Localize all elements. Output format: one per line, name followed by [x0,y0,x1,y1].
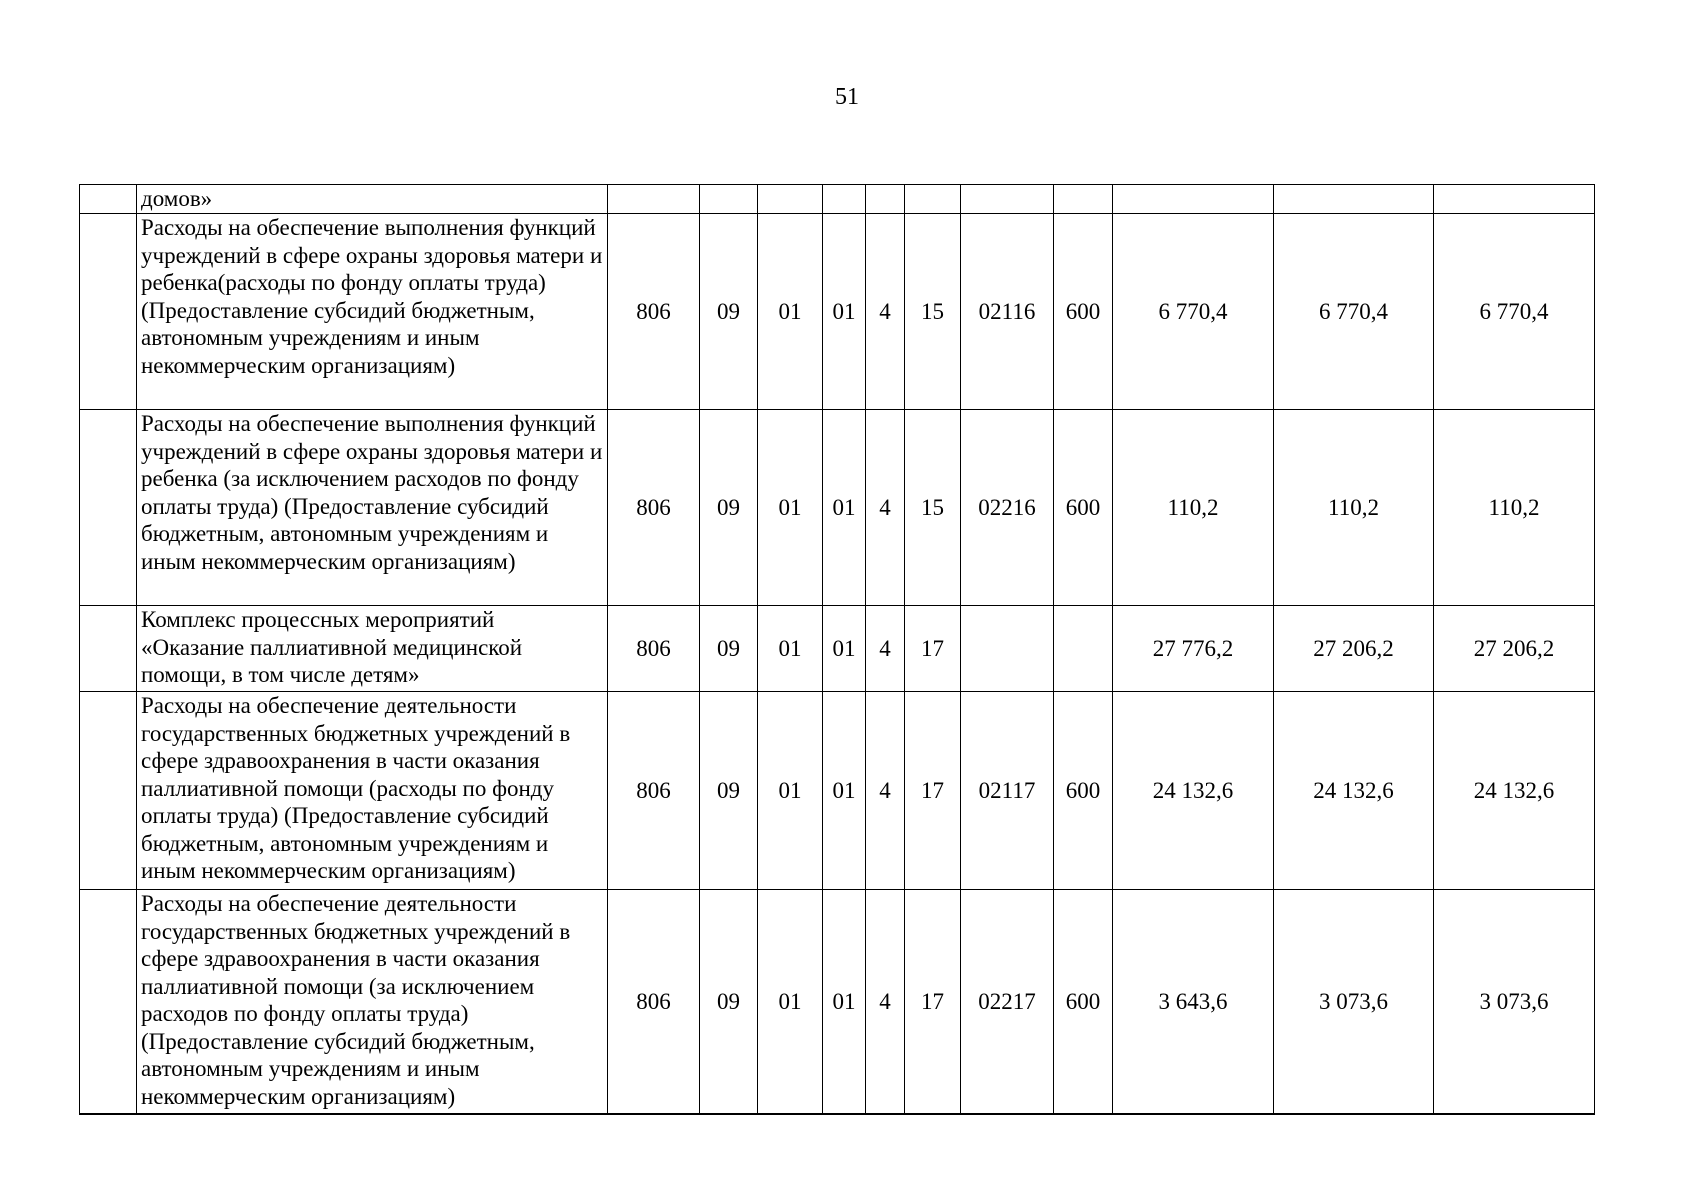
complex-code-cell: 17 [905,692,961,890]
program-type-cell: 4 [866,890,905,1114]
amount-year2-cell: 110,2 [1274,410,1434,606]
direction-code-cell: 02116 [961,214,1054,410]
complex-code-cell: 17 [905,890,961,1114]
budget-table [79,184,1595,1115]
program-code-cell: 01 [823,214,866,410]
amount-year2-cell: 3 073,6 [1274,890,1434,1114]
table-row [80,890,1595,1114]
expense-type-cell: 600 [1054,214,1113,410]
program-code-cell: 01 [823,692,866,890]
ministry-code-cell: 806 [608,214,700,410]
section-code-cell [700,185,758,214]
amount-year2-cell: 6 770,4 [1274,214,1434,410]
ministry-code-cell: 806 [608,890,700,1114]
ministry-code-cell [608,185,700,214]
amount-year3-cell [1434,185,1595,214]
program-type-cell: 4 [866,214,905,410]
program-code-cell: 01 [823,410,866,606]
amount-year3-cell: 3 073,6 [1434,890,1595,1114]
subsection-code-cell [758,185,823,214]
row-number-cell [80,410,137,606]
complex-code-cell: 15 [905,410,961,606]
amount-year3-cell: 27 206,2 [1434,606,1595,692]
subsection-code-cell: 01 [758,692,823,890]
expense-type-cell: 600 [1054,692,1113,890]
row-number-cell [80,185,137,214]
amount-year3-cell: 24 132,6 [1434,692,1595,890]
section-code-cell: 09 [700,214,758,410]
amount-year1-cell: 110,2 [1113,410,1274,606]
direction-code-cell: 02217 [961,890,1054,1114]
expense-name-cell: Комплекс процессных мероприятий «Оказание паллиативной медицинской помощи, в том числе детям» [137,606,608,692]
subsection-code-cell: 01 [758,890,823,1114]
subsection-code-cell: 01 [758,214,823,410]
program-type-cell: 4 [866,410,905,606]
program-code-cell: 01 [823,890,866,1114]
row-number-cell [80,214,137,410]
expense-name-cell: домов» [137,185,608,214]
section-code-cell: 09 [700,606,758,692]
amount-year1-cell: 3 643,6 [1113,890,1274,1114]
expense-name-cell: Расходы на обеспечение выполнения функций учреждений в сфере охраны здоровья матери и ребенка(расходы по фонду оплаты труда) (Предоставление субсидий бюджетным, автономным учреждениям и иным некоммерческим организациям) [137,214,608,410]
program-code-cell: 01 [823,606,866,692]
ministry-code-cell: 806 [608,692,700,890]
section-code-cell: 09 [700,692,758,890]
page-number: 51 [835,84,859,110]
amount-year2-cell: 27 206,2 [1274,606,1434,692]
row-number-cell [80,606,137,692]
table-row [80,410,1595,606]
complex-code-cell: 15 [905,214,961,410]
row-number-cell [80,890,137,1114]
subsection-code-cell: 01 [758,410,823,606]
amount-year1-cell: 24 132,6 [1113,692,1274,890]
expense-type-cell: 600 [1054,890,1113,1114]
amount-year1-cell [1113,185,1274,214]
amount-year2-cell [1274,185,1434,214]
complex-code-cell [905,185,961,214]
expense-type-cell [1054,606,1113,692]
direction-code-cell: 02117 [961,692,1054,890]
section-code-cell: 09 [700,410,758,606]
table-row [80,692,1595,890]
section-code-cell: 09 [700,890,758,1114]
direction-code-cell: 02216 [961,410,1054,606]
row-number-cell [80,692,137,890]
table-row [80,214,1595,410]
expense-type-cell: 600 [1054,410,1113,606]
complex-code-cell: 17 [905,606,961,692]
amount-year2-cell: 24 132,6 [1274,692,1434,890]
program-type-cell [866,185,905,214]
table-row [80,185,1595,214]
amount-year1-cell: 27 776,2 [1113,606,1274,692]
budget-table-body [80,185,1595,1114]
table-row [80,606,1595,692]
program-code-cell [823,185,866,214]
amount-year3-cell: 6 770,4 [1434,214,1595,410]
expense-name-cell: Расходы на обеспечение деятельности государственных бюджетных учреждений в сфере здравоохранения в части оказания паллиативной помощи (расходы по фонду оплаты труда) (Предоставление субсидий бюджетным, автономным учреждениям и иным некоммерческим организациям) [137,692,608,890]
expense-type-cell [1054,185,1113,214]
ministry-code-cell: 806 [608,410,700,606]
direction-code-cell [961,606,1054,692]
expense-name-cell: Расходы на обеспечение выполнения функций учреждений в сфере охраны здоровья матери и ребенка (за исключением расходов по фонду оплаты труда) (Предоставление субсидий бюджетным, автономным учреждениям и иным некоммерческим организациям) [137,410,608,606]
direction-code-cell [961,185,1054,214]
program-type-cell: 4 [866,606,905,692]
expense-name-cell: Расходы на обеспечение деятельности государственных бюджетных учреждений в сфере здравоохранения в части оказания паллиативной помощи (за исключением расходов по фонду оплаты труда) (Предоставление субсидий бюджетным, автономным учреждениям и иным некоммерческим организациям) [137,890,608,1114]
amount-year1-cell: 6 770,4 [1113,214,1274,410]
subsection-code-cell: 01 [758,606,823,692]
ministry-code-cell: 806 [608,606,700,692]
amount-year3-cell: 110,2 [1434,410,1595,606]
program-type-cell: 4 [866,692,905,890]
